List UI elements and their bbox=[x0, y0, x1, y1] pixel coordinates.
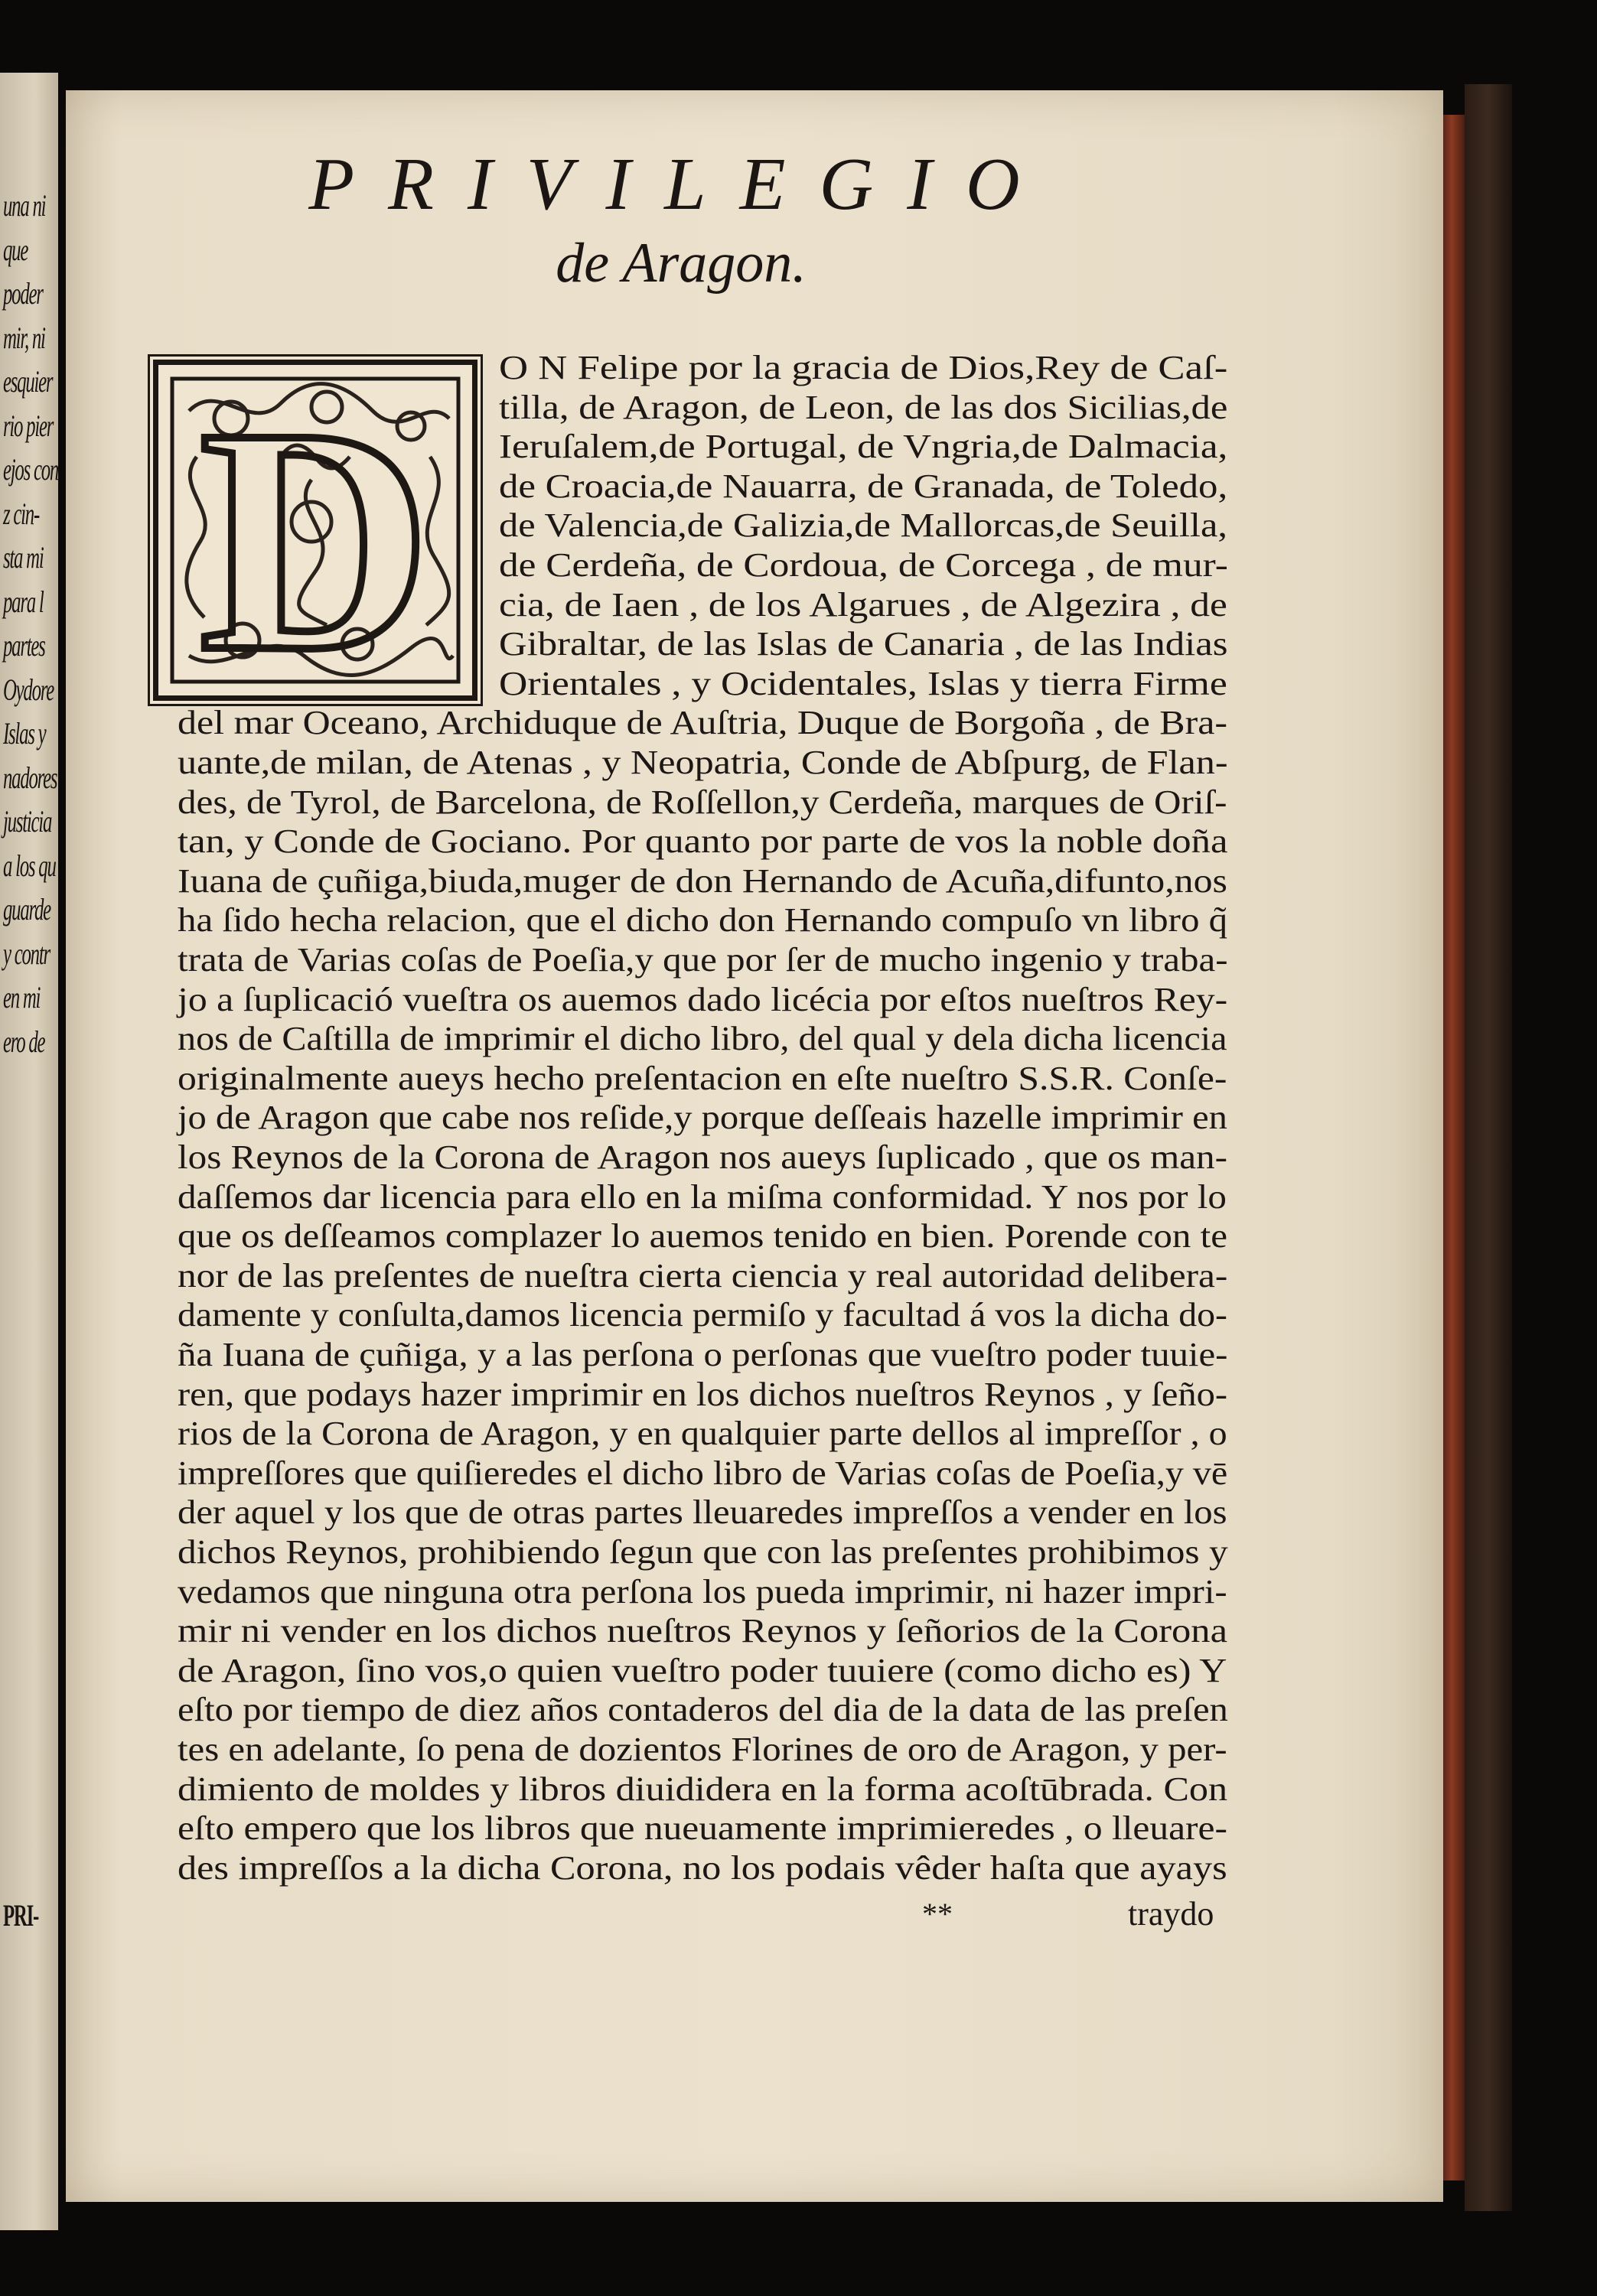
decorated-initial bbox=[153, 360, 477, 701]
svg-text:D: D bbox=[199, 365, 432, 695]
initial-d-ornament-icon bbox=[158, 365, 472, 695]
text-line: originalmente aueys hecho preſentacion en eſte nueſtro S.S.R. Conſe- bbox=[178, 1059, 1227, 1097]
page-subtitle: de Aragon. bbox=[556, 232, 807, 295]
text-line: jo de Aragon que cabe nos reſide,y porque deſſeais hazelle imprimir en bbox=[178, 1099, 1227, 1137]
page-title: PRIVILEGIO bbox=[308, 143, 1054, 226]
facing-page-fragment: y contr bbox=[3, 936, 50, 971]
text-line: daſſemos dar licencia para ello en la miſma conformidad. Y nos por lo bbox=[178, 1177, 1227, 1216]
text-line: tes en adelante, ſo pena de dozientos Florines de oro de Aragon, y per- bbox=[178, 1731, 1227, 1768]
text-line: ña Iuana de çuñiga, y a las perſona o perſonas que vueſtro poder tuuie- bbox=[178, 1336, 1228, 1373]
facing-page-catchword: PRI- bbox=[3, 1898, 39, 1933]
text-line: jo a ſuplicació vueſtra os auemos dado licécia por eſtos nueſtros Rey- bbox=[178, 980, 1228, 1018]
text-line: del mar Oceano, Archiduque de Auſtria, Duque de Borgoña , de Bra- bbox=[178, 704, 1228, 742]
facing-page-fragment: que bbox=[3, 232, 28, 267]
text-line: los Reynos de la Corona de Aragon nos aueys ſuplicado , que os man- bbox=[178, 1138, 1227, 1176]
text-line: uante,de milan, de Atenas , y Neopatria, Conde de Abſpurg, de Flan- bbox=[178, 744, 1228, 781]
facing-page-fragment: guarde bbox=[3, 892, 51, 927]
facing-page-fragment: rio pier bbox=[3, 408, 54, 443]
text-line: vedamos que ninguna otra perſona los pueda imprimir, ni hazer impri- bbox=[178, 1572, 1227, 1610]
facing-page-fragment: para l bbox=[3, 584, 44, 619]
text-line: ha ſido hecha relacion, que el dicho don Hernando compuſo vn libro q̃ bbox=[178, 901, 1228, 940]
text-line: rios de la Corona de Aragon, y en qualquier parte dellos al impreſſor , o bbox=[178, 1415, 1227, 1453]
text-line: impreſſores que quiſieredes el dicho libro de Varias coſas de Poeſia,y vē bbox=[178, 1454, 1228, 1492]
text-line: dichos Reynos, prohibiendo ſegun que con las preſentes prohibimos y bbox=[178, 1533, 1228, 1571]
book-cover-edge bbox=[1465, 84, 1512, 2211]
text-line: Iuana de çuñiga,biuda,muger de don Hernando de Acuña,difunto,nos bbox=[178, 861, 1227, 900]
text-line: nos de Caſtilla de imprimir el dicho libro, del qual y dela dicha licencia bbox=[178, 1020, 1227, 1058]
text-line: cia, de Iaen , de los Algarues , de Algezira , de bbox=[499, 585, 1227, 624]
text-line: des, de Tyrol, de Barcelona, de Roſſellon,y Cerdeña, marques de Oriſ- bbox=[178, 783, 1227, 821]
facing-page-fragment: Islas y bbox=[3, 716, 46, 751]
facing-page-fragment: poder bbox=[3, 276, 43, 311]
facing-page-fragment: sta mi bbox=[3, 540, 44, 575]
text-line: Orientales , y Ocidentales, Islas y tierra Firme bbox=[499, 664, 1227, 702]
text-line: Gibraltar, de las Islas de Canaria , de las Indias bbox=[499, 625, 1228, 663]
text-line: Ieruſalem,de Portugal, de Vngria,de Dalmacia, bbox=[499, 428, 1228, 466]
text-line: mir ni vender en los dichos nueſtros Reynos y ſeñorios de la Corona bbox=[178, 1612, 1228, 1650]
text-line: ren, que podays hazer imprimir en los dichos nueſtros Reynos , y ſeño- bbox=[178, 1375, 1228, 1413]
facing-page-fragment: justicia bbox=[3, 804, 52, 839]
facing-page-fragment: una ni bbox=[3, 188, 46, 223]
facing-page-fragment: ejos con bbox=[3, 452, 58, 487]
facing-page-fragment: z cin- bbox=[3, 496, 39, 531]
text-line: de Cerdeña, de Cordoua, de Corcega , de mur- bbox=[499, 546, 1228, 584]
text-line: tan, y Conde de Gociano. Por quanto por parte de vos la noble doña bbox=[178, 822, 1228, 861]
facing-page-fragment: partes bbox=[3, 628, 45, 663]
text-line: eſto por tiempo de diez años contaderos del dia de la data de las preſen bbox=[178, 1691, 1228, 1729]
text-line: de Valencia,de Galizia,de Mallorcas,de Seuilla, bbox=[499, 506, 1227, 545]
text-line: nor de las preſentes de nueſtra cierta ciencia y real autoridad delibera- bbox=[178, 1256, 1228, 1295]
text-line: der aquel y los que de otras partes lleuaredes impreſſos a vender en los bbox=[178, 1493, 1227, 1532]
text-line: eſto empero que los libros que nueuamente imprimieredes , o lleuare- bbox=[178, 1809, 1227, 1848]
facing-page-fragment: esquier bbox=[3, 364, 53, 399]
facing-page-fragment: mir, ni bbox=[3, 320, 45, 355]
catchword: traydo bbox=[1128, 1895, 1214, 1933]
text-line: que os deſſeamos complazer lo auemos tenido en bien. Porende con te bbox=[178, 1217, 1228, 1255]
text-line: O N Felipe por la gracia de Dios,Rey de Caſ- bbox=[499, 349, 1228, 386]
text-line: damente y conſulta,damos licencia permiſo y facultad á vos la dicha do- bbox=[178, 1296, 1227, 1334]
page-edge-red bbox=[1443, 115, 1465, 2180]
facing-page-fragment: nadores bbox=[3, 760, 57, 795]
facing-page-fragment: en mi bbox=[3, 980, 41, 1014]
signature-mark: ** bbox=[922, 1897, 953, 1931]
text-line: de Croacia,de Nauarra, de Granada, de Toledo, bbox=[499, 467, 1228, 505]
facing-page-fragment: a los qu bbox=[3, 848, 56, 883]
facing-page-fragment: Oydore bbox=[3, 672, 54, 707]
text-line: des impreſſos a la dicha Corona, no los podais vêder haſta que ayays bbox=[178, 1848, 1227, 1887]
text-line: trata de Varias coſas de Poeſia,y que por ſer de mucho ingenio y traba- bbox=[178, 941, 1228, 979]
text-line: dimiento de moldes y libros diuididera en la forma acoſtūbrada. Con bbox=[178, 1770, 1228, 1808]
facing-page-edge bbox=[0, 73, 58, 2230]
text-line: tilla, de Aragon, de Leon, de las dos Sicilias,de bbox=[499, 388, 1228, 426]
text-line: de Aragon, ſino vos,o quien vueſtro poder tuuiere (como dicho es) Y bbox=[178, 1651, 1227, 1689]
facing-page-fragment: ero de bbox=[3, 1024, 45, 1059]
